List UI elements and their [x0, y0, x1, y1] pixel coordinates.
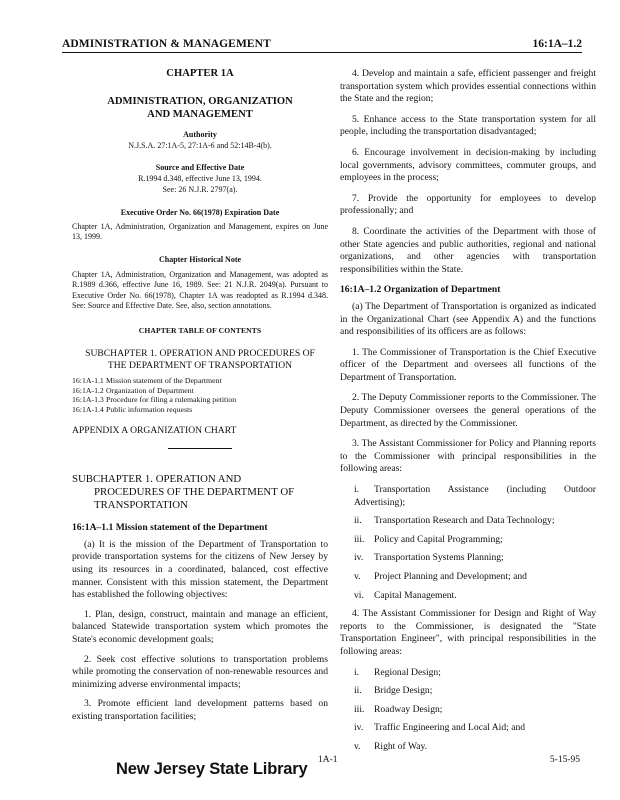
- toc-subchapter-title: [72, 348, 328, 372]
- list-item: vi. Capital Management.: [354, 589, 457, 601]
- source-heading: Source and Effective Date: [155, 162, 245, 172]
- table-of-contents-heading: CHAPTER TABLE OF CONTENTS: [138, 326, 262, 336]
- design-right-of-way-list: [340, 667, 596, 754]
- source-line-2: See: 26 N.J.R. 2797(a).: [162, 184, 238, 194]
- list-item: iv. Traffic Engineering and Local Aid; and: [354, 722, 526, 734]
- deputy-commissioner-paragraph: 2. The Deputy Commissioner reports to the Commissioner. The Deputy Commissioner oversees the general operations of the Department, as directed by the Commissioner.: [340, 392, 596, 429]
- chapter-title-line-1: ADMINISTRATION, ORGANIZATION: [107, 95, 293, 107]
- subchapter-heading: [72, 473, 328, 513]
- left-column: [72, 68, 328, 731]
- list-item: ii. Transportation Research and Data Technology;: [354, 515, 555, 527]
- objective-paragraph: 6. Encourage involvement in decision-making by including local governments, advisory committees, commuter groups, and employees in the process;: [340, 146, 596, 184]
- toc-entry-number: 16:1A-1.2: [72, 385, 104, 395]
- library-watermark: New Jersey State Library: [116, 760, 308, 778]
- toc-entry-title: Public information requests: [106, 405, 193, 415]
- objective-paragraph: 7. Provide the opportunity for employees to develop professionally; and: [340, 192, 596, 217]
- toc-entry[interactable]: [72, 386, 328, 396]
- historical-note-text: Chapter 1A, Administration, Organization and Management, was adopted as R.1989 d.366, effective June 16, 1989. See: 21 N.J.R. 2049(a). Pursuant to Executive Order No. 66(1978), Chapter 1A was readopted as R.1994 d.348. See: Source and Effective Date. See, also, section annotations.: [72, 270, 328, 310]
- toc-entry-number: 16:1A-1.1: [72, 375, 104, 385]
- subchapter-heading-line-3: TRANSPORTATION: [94, 499, 188, 512]
- toc-entry[interactable]: [72, 405, 328, 415]
- design-right-of-way-paragraph: 4. The Assistant Commissioner for Design and Right of Way reports to the Commissioner, is designated the "State Transportation Engineer", with principal responsibilities in the following areas:: [340, 608, 596, 657]
- toc-entry-title: Procedure for filing a rulemaking petition: [106, 395, 237, 405]
- objective-paragraph: 8. Coordinate the activities of the Department with those of other State agencies and public authorities, regional and national organizations, and other agencies with transportation responsibilities within the State.: [340, 225, 596, 275]
- list-item: iii. Policy and Capital Programming;: [354, 533, 503, 545]
- right-column: [340, 68, 596, 760]
- toc-entry-title: Organization of Department: [106, 385, 194, 395]
- commissioner-paragraph: 1. The Commissioner of Transportation is the Chief Executive officer of the Department and oversees all functions of the Department of Transportation.: [340, 346, 596, 383]
- toc-entry-number: 16:1A-1.4: [72, 405, 104, 415]
- executive-order-text: Chapter 1A, Administration, Organization and Management, expires on June 13, 1999.: [72, 221, 328, 242]
- page-number: 1A-1: [318, 755, 338, 765]
- objective-paragraph: 5. Enhance access to the State transportation system for all people, including the transportation disadvantaged;: [340, 113, 596, 138]
- list-item: iii. Roadway Design;: [354, 703, 443, 715]
- authority-text: N.J.S.A. 27:1A-5, 27:1A-6 and 52:14B-4(b).: [128, 141, 272, 151]
- mission-statement-paragraph: (a) It is the mission of the Department of Transportation to provide transportation systems for the citizens of New Jersey by using its resources in a coordinated, balanced, cost effective manner. Consistent with this mission statement, the Department has established the following objectives:: [72, 538, 328, 601]
- list-item: i. Transportation Assistance (including Outdoor Advertising);: [354, 484, 596, 508]
- policy-planning-list: [340, 484, 596, 602]
- revision-date: 5-15-95: [549, 755, 580, 765]
- toc-entry[interactable]: [72, 395, 328, 405]
- running-header: [62, 38, 582, 53]
- toc-list: [72, 376, 328, 415]
- objective-paragraph: 4. Develop and maintain a safe, efficient passenger and freight transportation system which provides essential connections within the State and the region;: [340, 68, 596, 105]
- source-text: [72, 174, 328, 195]
- historical-note-heading: Chapter Historical Note: [158, 255, 242, 265]
- authority-heading: Authority: [183, 129, 217, 139]
- subchapter-heading-line-2: PROCEDURES OF THE DEPARTMENT OF: [94, 485, 295, 498]
- executive-order-heading: Executive Order No. 66(1978) Expiration Date: [120, 208, 280, 218]
- list-item: v. Right of Way.: [354, 740, 428, 752]
- list-item: v. Project Planning and Development; and: [354, 571, 527, 582]
- toc-entry-title: Mission statement of the Department: [106, 375, 222, 385]
- toc-subchapter-line-1: SUBCHAPTER 1. OPERATION AND PROCEDURES OF: [85, 347, 315, 359]
- policy-planning-paragraph: 3. The Assistant Commissioner for Policy and Planning reports to the Commissioner with principal responsibilities in the following areas:: [340, 438, 596, 475]
- list-item: ii. Bridge Design;: [354, 685, 433, 697]
- subchapter-heading-line-1: SUBCHAPTER 1. OPERATION AND: [72, 472, 242, 485]
- appendix-entry[interactable]: APPENDIX A ORGANIZATION CHART: [72, 425, 237, 437]
- chapter-title: [72, 95, 328, 121]
- list-item: i. Regional Design;: [354, 666, 441, 678]
- chapter-number: CHAPTER 1A: [166, 68, 234, 79]
- chapter-title-line-2: AND MANAGEMENT: [147, 108, 253, 120]
- section-divider: [168, 448, 232, 449]
- header-section-number: 16:1A–1.2: [532, 38, 582, 50]
- objective-paragraph: 1. Plan, design, construct, maintain and manage an efficient, balanced Statewide transportation system which promotes the State's economic development goals;: [72, 608, 328, 645]
- toc-entry-number: 16:1A-1.3: [72, 395, 104, 405]
- section-heading-1-2: 16:1A–1.2 Organization of Department: [340, 284, 501, 296]
- source-line-1: R.1994 d.348, effective June 13, 1994.: [138, 174, 262, 184]
- organization-paragraph: (a) The Department of Transportation is organized as indicated in the Organizational Chart (see Appendix A) and the functions and responsibilities of its officers are as follows:: [340, 300, 596, 338]
- objective-paragraph: 2. Seek cost effective solutions to transportation problems while promoting the conservation of non-renewable resources and minimizing adverse environmental impacts;: [72, 653, 328, 690]
- header-title: ADMINISTRATION & MANAGEMENT: [62, 38, 271, 50]
- toc-entry[interactable]: [72, 376, 328, 386]
- toc-subchapter-line-2: THE DEPARTMENT OF TRANSPORTATION: [107, 359, 293, 371]
- objective-paragraph: 3. Promote efficient land development patterns based on existing transportation facilities;: [72, 698, 328, 722]
- section-heading-1-1: 16:1A–1.1 Mission statement of the Department: [72, 522, 268, 534]
- list-item: iv. Transportation Systems Planning;: [354, 552, 504, 564]
